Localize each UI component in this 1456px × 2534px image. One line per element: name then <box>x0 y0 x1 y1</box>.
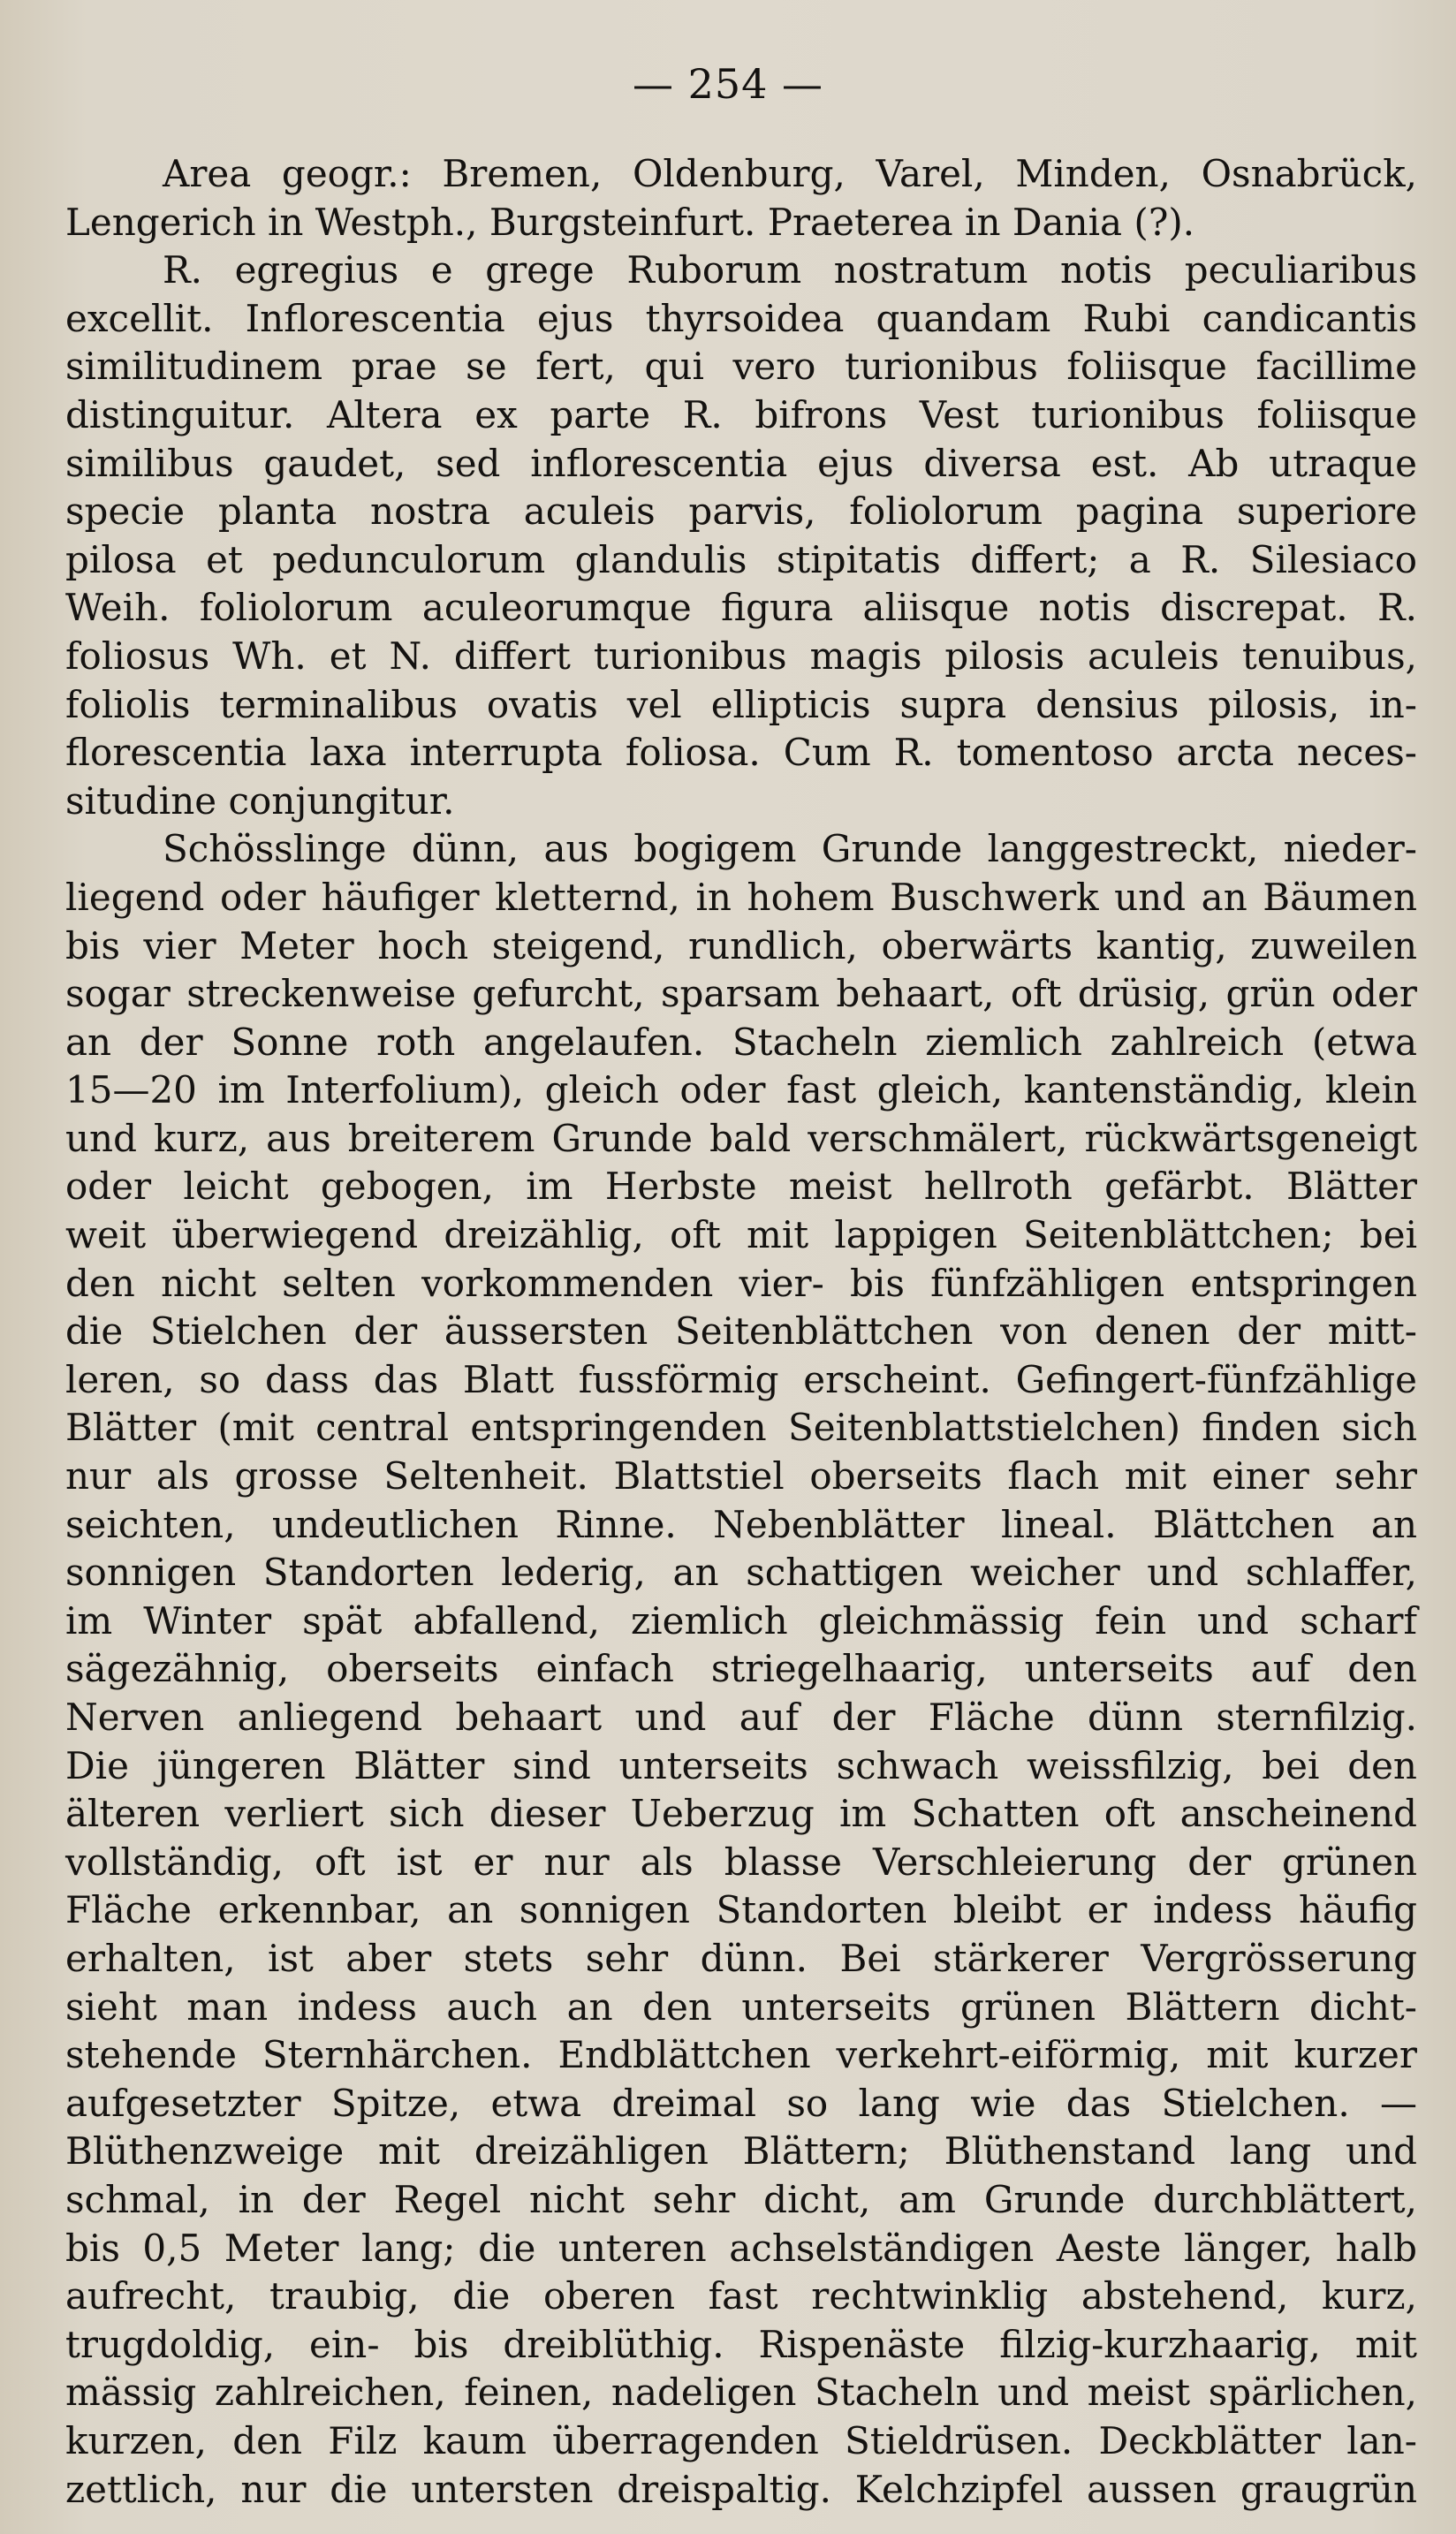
text-line: und kurz, aus breiterem Grunde bald verschmälert, rückwärtsgeneigt <box>65 1116 1417 1160</box>
text-line: an der Sonne roth angelaufen. Stacheln ziemlich zahlreich (etwa <box>65 1020 1417 1064</box>
text-line: distinguitur. Altera ex parte R. bifrons Vest turionibus foliisque <box>65 392 1417 436</box>
text-line: erhalten, ist aber stets sehr dünn. Bei stärkerer Vergrösserung <box>65 1936 1417 1980</box>
text-line: Fläche erkennbar, an sonnigen Standorten bleibt er indess häufig <box>65 1888 1417 1932</box>
text-line: aufgesetzter Spitze, etwa dreimal so lang wie das Stielchen. — <box>65 2081 1417 2125</box>
text-line: pilosa et pedunculorum glandulis stipitatis differt; a R. Silesiaco <box>65 537 1417 581</box>
text-line: similibus gaudet, sed inflorescentia ejus diversa est. Ab utraque <box>65 441 1417 485</box>
text-line: nur als grosse Seltenheit. Blattstiel oberseits flach mit einer sehr <box>65 1454 1417 1498</box>
text-line: sonnigen Standorten lederig, an schattigen weicher und schlaffer, <box>65 1551 1417 1595</box>
text-line: weit überwiegend dreizählig, oft mit lappigen Seitenblättchen; bei <box>65 1213 1417 1257</box>
text-line: bis vier Meter hoch steigend, rundlich, oberwärts kantig, zuweilen <box>65 923 1417 967</box>
text-line: den nicht selten vorkommenden vier- bis fünfzähligen entspringen <box>65 1261 1417 1305</box>
text-line: Schösslinge dünn, aus bogigem Grunde langgestreckt, nieder- <box>163 827 1417 871</box>
text-line: älteren verliert sich dieser Ueberzug im Schatten oft anscheinend <box>65 1792 1417 1836</box>
text-line: 15—20 im Interfolium), gleich oder fast gleich, kantenständig, klein <box>65 1068 1417 1112</box>
text-line: sieht man indess auch an den unterseits grünen Blättern dicht- <box>65 1984 1417 2029</box>
text-line: die Stielchen der äussersten Seitenblättchen von denen der mitt- <box>65 1309 1417 1354</box>
text-line: foliosus Wh. et N. differt turionibus magis pilosis aculeis tenuibus, <box>65 634 1417 678</box>
text-line: situdine conjungitur. <box>65 778 455 823</box>
text-line: Area geogr.: Bremen, Oldenburg, Varel, Minden, Osnabrück, <box>163 152 1417 195</box>
text-line: vollständig, oft ist er nur als blasse Verschleierung der grünen <box>65 1840 1417 1884</box>
text-line: Weih. foliolorum aculeorumque figura aliisque notis discrepat. R. <box>65 586 1417 630</box>
text-line: sogar streckenweise gefurcht, sparsam behaart, oft drüsig, grün oder <box>65 972 1417 1016</box>
text-line: kurzen, den Filz kaum überragenden Stieldrüsen. Deckblätter lan- <box>65 2418 1417 2462</box>
text-line: Nerven anliegend behaart und auf der Fläche dünn sternfilzig. <box>65 1696 1417 1739</box>
text-line: specie planta nostra aculeis parvis, foliolorum pagina superiore <box>65 489 1417 534</box>
text-line: im Winter spät abfallend, ziemlich gleichmässig fein und scharf <box>65 1598 1417 1643</box>
text-line: stehende Sternhärchen. Endblättchen verkehrt-eiförmig, mit kurzer <box>65 2033 1417 2077</box>
text-line: zettlich, nur die untersten dreispaltig. Kelchzipfel aussen graugrün <box>65 2467 1417 2511</box>
text-line: seichten, undeutlichen Rinne. Nebenblätter lineal. Blättchen an <box>65 1502 1417 1546</box>
text-line: trugdoldig, ein- bis dreiblüthig. Rispenäste filzig-kurzhaarig, mit <box>65 2322 1417 2366</box>
text-line: Die jüngeren Blätter sind unterseits schwach weissfilzig, bei den <box>65 1743 1417 1787</box>
text-line: Blüthenzweige mit dreizähligen Blättern; Blüthenstand lang und <box>65 2129 1417 2174</box>
text-line: excellit. Inflorescentia ejus thyrsoidea quandam Rubi candicantis <box>65 296 1417 340</box>
text-line: mässig zahlreichen, feinen, nadeligen Stacheln und meist spärlichen, <box>65 2371 1417 2415</box>
text-line: oder leicht gebogen, im Herbste meist hellroth gefärbt. Blätter <box>65 1165 1417 1209</box>
text-line: leren, so dass das Blatt fussförmig erscheint. Gefingert-fünfzählige <box>65 1357 1417 1401</box>
text-line: foliolis terminalibus ovatis vel ellipticis supra densius pilosis, in- <box>65 682 1417 726</box>
text-line: similitudinem prae se fert, qui vero turionibus foliisque facillime <box>65 345 1417 389</box>
text-line: liegend oder häufiger kletternd, in hohem Buschwerk und an Bäumen <box>65 875 1417 919</box>
body-text <box>65 150 1417 2514</box>
page-number: — 254 — <box>632 60 824 108</box>
text-line: aufrecht, traubig, die oberen fast rechtwinklig abstehend, kurz, <box>65 2274 1417 2318</box>
text-line: bis 0,5 Meter lang; die unteren achselständigen Aeste länger, halb <box>65 2226 1417 2270</box>
text-line: sägezähnig, oberseits einfach striegelhaarig, unterseits auf den <box>65 1647 1417 1691</box>
text-line: florescentia laxa interrupta foliosa. Cum R. tomentoso arcta neces- <box>65 731 1417 775</box>
text-line: schmal, in der Regel nicht sehr dicht, am Grunde durchblättert, <box>65 2177 1417 2221</box>
text-line: R. egregius e grege Ruborum nostratum notis peculiaribus <box>163 248 1417 292</box>
text-line: Blätter (mit central entspringenden Seitenblattstielchen) finden sich <box>65 1406 1417 1450</box>
text-line: Lengerich in Westph., Burgsteinfurt. Praeterea in Dania (?). <box>65 200 1195 244</box>
